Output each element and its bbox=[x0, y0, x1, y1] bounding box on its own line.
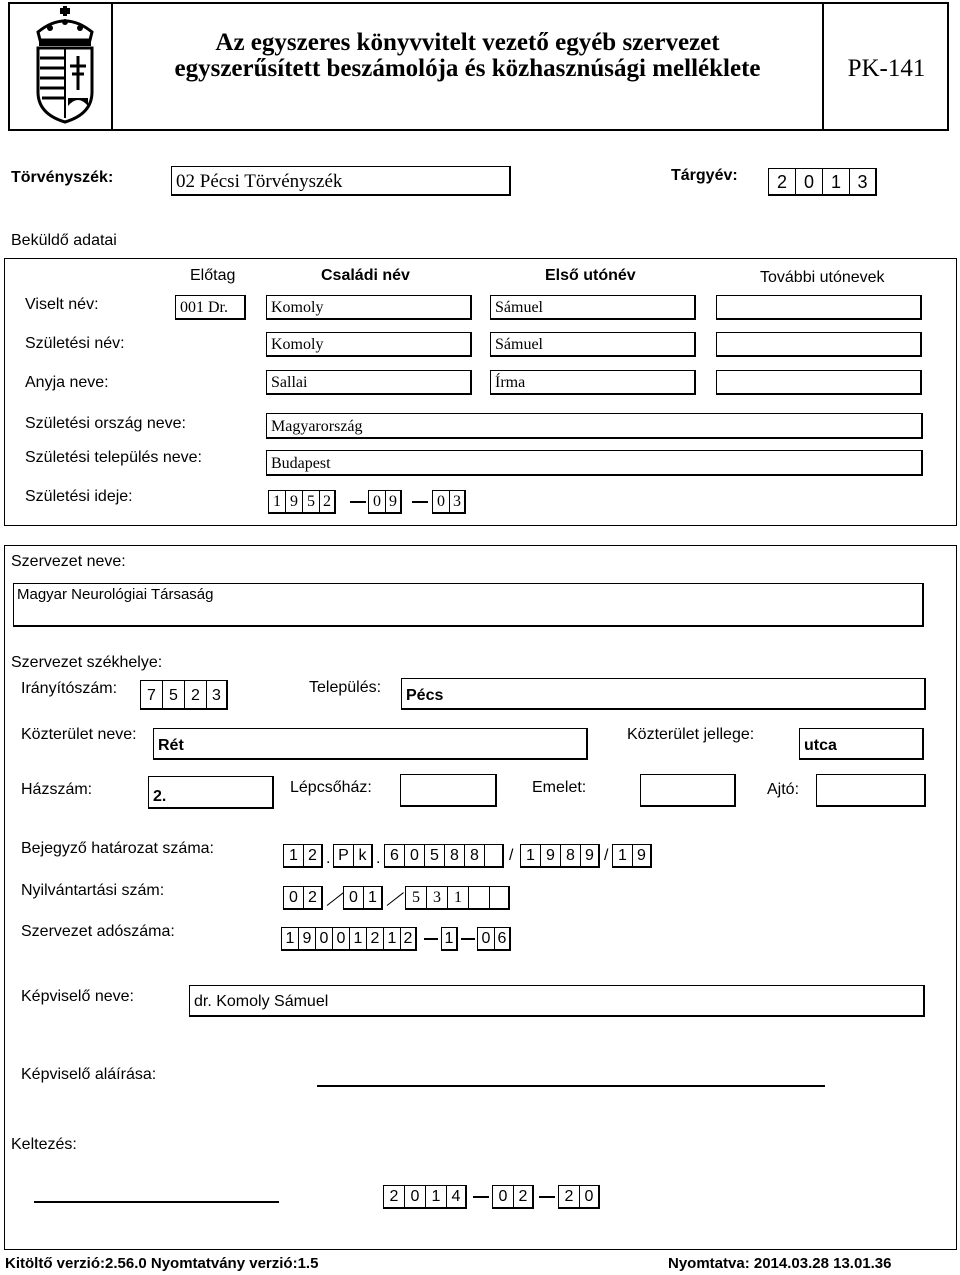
street-label: Közterület neve: bbox=[21, 726, 137, 743]
digit-cell: 1 bbox=[441, 927, 458, 951]
footer-printed: Nyomtatva: 2014.03.28 13.01.36 bbox=[668, 1255, 892, 1272]
year-digit: 1 bbox=[822, 168, 849, 196]
digit-cell: 5 bbox=[424, 844, 444, 868]
year-field[interactable] bbox=[768, 168, 877, 196]
digit-cell: 2 bbox=[303, 844, 323, 868]
digit-cell: 7 bbox=[140, 680, 162, 710]
footer-versions: Kitöltő verzió:2.56.0 Nyomtatvány verzió:1.5 bbox=[5, 1255, 319, 1272]
decision-part-d[interactable] bbox=[520, 844, 600, 868]
decision-dot: . bbox=[326, 850, 331, 867]
dating-day-field[interactable] bbox=[558, 1185, 600, 1209]
street-type-label: Közterület jellege: bbox=[627, 726, 755, 743]
record-part-c[interactable] bbox=[405, 886, 510, 910]
tax-part-c[interactable] bbox=[477, 927, 511, 951]
birth-day-field[interactable] bbox=[432, 490, 466, 514]
sender-section-label: Beküldő adatai bbox=[11, 232, 117, 249]
digit-cell: 1 bbox=[363, 886, 383, 910]
col-more-header: További utónevek bbox=[760, 269, 885, 286]
court-field[interactable]: 02 Pécsi Törvényszék bbox=[171, 166, 511, 196]
decision-dot: . bbox=[376, 850, 381, 867]
decision-part-b[interactable] bbox=[333, 844, 373, 868]
digit-cell: 5 bbox=[162, 680, 184, 710]
birth-year-field[interactable] bbox=[268, 490, 336, 514]
representative-signature-label: Képviselő aláírása: bbox=[21, 1066, 157, 1083]
digit-cell: 1 bbox=[383, 927, 400, 951]
col-family-header: Családi név bbox=[321, 267, 410, 284]
worn-name-label: Viselt név: bbox=[25, 296, 99, 313]
hungarian-coat-of-arms-icon bbox=[30, 6, 100, 129]
digit-cell: 1 bbox=[283, 844, 303, 868]
dating-year-field[interactable] bbox=[383, 1185, 467, 1209]
birth-more-field[interactable] bbox=[716, 332, 922, 357]
decision-slash: / bbox=[509, 847, 514, 864]
digit-cell: 2 bbox=[558, 1185, 579, 1209]
birth-city-label: Születési település neve: bbox=[25, 449, 202, 466]
floor-field[interactable] bbox=[640, 774, 736, 807]
tax-separator bbox=[424, 938, 438, 940]
digit-cell: 6 bbox=[384, 844, 404, 868]
digit-cell: 2 bbox=[184, 680, 206, 710]
letter-cell: P bbox=[333, 844, 353, 868]
birth-first-field[interactable]: Sámuel bbox=[490, 332, 696, 357]
mother-name-label: Anyja neve: bbox=[25, 374, 109, 391]
tax-part-b[interactable] bbox=[441, 927, 458, 951]
digit-cell: 8 bbox=[444, 844, 464, 868]
street-field[interactable]: Rét bbox=[153, 728, 588, 760]
record-part-a[interactable] bbox=[283, 886, 323, 910]
decision-number-label: Bejegyző határozat száma: bbox=[21, 840, 214, 857]
representative-name-field[interactable]: dr. Komoly Sámuel bbox=[189, 985, 925, 1017]
dating-label: Keltezés: bbox=[11, 1136, 77, 1153]
dating-month-field[interactable] bbox=[492, 1185, 534, 1209]
col-first-header: Első utónév bbox=[545, 267, 636, 284]
year-label: Tárgyév: bbox=[671, 167, 738, 184]
digit-cell: 1 bbox=[281, 927, 298, 951]
birth-country-label: Születési ország neve: bbox=[25, 415, 186, 432]
floor-label: Emelet: bbox=[532, 779, 587, 796]
digit-cell: 0 bbox=[492, 1185, 513, 1209]
digit-cell: 9 bbox=[580, 844, 600, 868]
court-label: Törvényszék: bbox=[11, 169, 114, 186]
digit-cell: 9 bbox=[285, 490, 302, 514]
digit-cell: 1 bbox=[425, 1185, 446, 1209]
name-prefix-field[interactable]: 001 Dr. bbox=[175, 295, 246, 320]
digit-cell: 9 bbox=[632, 844, 652, 868]
digit-cell: 1 bbox=[447, 886, 468, 910]
digit-cell: 0 bbox=[404, 844, 424, 868]
zip-field[interactable] bbox=[140, 680, 228, 710]
tax-part-a[interactable] bbox=[281, 927, 417, 951]
org-name-label: Szervezet neve: bbox=[11, 553, 126, 570]
birth-month-field[interactable] bbox=[368, 490, 402, 514]
digit-cell: 8 bbox=[464, 844, 484, 868]
signature-line[interactable] bbox=[317, 1085, 825, 1087]
house-number-field[interactable]: 2. bbox=[148, 776, 274, 809]
birth-name-label: Születési név: bbox=[25, 335, 125, 352]
date-separator bbox=[350, 501, 366, 503]
year-digit: 3 bbox=[849, 168, 877, 196]
digit-cell: 3 bbox=[449, 490, 466, 514]
digit-cell bbox=[468, 886, 489, 910]
digit-cell: 0 bbox=[332, 927, 349, 951]
digit-cell: 2 bbox=[319, 490, 336, 514]
name-first-field[interactable]: Sámuel bbox=[490, 295, 696, 320]
mother-family-field[interactable]: Sallai bbox=[266, 370, 472, 395]
record-number-label: Nyilvántartási szám: bbox=[21, 882, 165, 899]
digit-cell bbox=[489, 886, 510, 910]
digit-cell: 0 bbox=[579, 1185, 600, 1209]
zip-label: Irányítószám: bbox=[21, 680, 118, 697]
birth-city-field[interactable]: Budapest bbox=[266, 450, 923, 476]
city-label: Település: bbox=[309, 679, 382, 696]
birth-family-field[interactable]: Komoly bbox=[266, 332, 472, 357]
form-code: PK-141 bbox=[847, 55, 926, 82]
digit-cell: 0 bbox=[283, 886, 303, 910]
date-separator bbox=[473, 1196, 489, 1198]
digit-cell: 0 bbox=[432, 490, 449, 514]
col-prefix-header: Előtag bbox=[190, 267, 236, 284]
door-label: Ajtó: bbox=[767, 781, 800, 798]
name-more-field[interactable] bbox=[716, 295, 922, 320]
birth-country-field[interactable]: Magyarország bbox=[266, 413, 923, 439]
digit-cell: 0 bbox=[404, 1185, 425, 1209]
door-field[interactable] bbox=[816, 774, 926, 807]
house-number-label: Házszám: bbox=[21, 781, 93, 798]
digit-cell: 1 bbox=[349, 927, 366, 951]
digit-cell: 0 bbox=[368, 490, 385, 514]
mother-first-field[interactable]: Írma bbox=[490, 370, 696, 395]
digit-cell: 2 bbox=[303, 886, 323, 910]
tax-separator bbox=[461, 938, 475, 940]
letter-cell: k bbox=[353, 844, 373, 868]
digit-cell: 1 bbox=[520, 844, 540, 868]
digit-cell: 5 bbox=[302, 490, 319, 514]
decision-part-a[interactable] bbox=[283, 844, 323, 868]
digit-cell: 0 bbox=[477, 927, 494, 951]
digit-cell: 6 bbox=[494, 927, 511, 951]
form-title-line2: egyszerűsített beszámolója és közhasznúsági melléklete bbox=[174, 55, 761, 82]
birth-date-label: Születési ideje: bbox=[25, 488, 133, 505]
digit-cell: 2 bbox=[383, 1185, 404, 1209]
year-digit: 2 bbox=[768, 168, 795, 196]
org-name-field[interactable]: Magyar Neurológiai Társaság bbox=[13, 583, 924, 627]
digit-cell: 3 bbox=[206, 680, 228, 710]
mother-more-field[interactable] bbox=[716, 370, 922, 395]
digit-cell: 2 bbox=[513, 1185, 534, 1209]
digit-cell: 2 bbox=[366, 927, 383, 951]
decision-part-c[interactable] bbox=[384, 844, 504, 868]
digit-cell: 5 bbox=[405, 886, 426, 910]
digit-cell: 9 bbox=[385, 490, 402, 514]
digit-cell: 9 bbox=[298, 927, 315, 951]
digit-cell: 1 bbox=[268, 490, 285, 514]
digit-cell: 4 bbox=[446, 1185, 467, 1209]
decision-slash: / bbox=[604, 847, 609, 864]
digit-cell: 1 bbox=[612, 844, 632, 868]
form-title-line1: Az egyszeres könyvvitelt vezető egyéb szervezet bbox=[215, 29, 720, 56]
date-separator bbox=[412, 501, 428, 503]
tax-number-label: Szervezet adószáma: bbox=[21, 923, 175, 940]
year-digit: 0 bbox=[795, 168, 822, 196]
record-part-b[interactable] bbox=[343, 886, 383, 910]
digit-cell: 8 bbox=[560, 844, 580, 868]
digit-cell: 0 bbox=[343, 886, 363, 910]
digit-cell: 0 bbox=[315, 927, 332, 951]
digit-cell: 2 bbox=[400, 927, 417, 951]
decision-part-e[interactable] bbox=[612, 844, 652, 868]
org-seat-label: Szervezet székhelye: bbox=[11, 654, 163, 671]
staircase-field[interactable] bbox=[400, 774, 497, 807]
digit-cell: 3 bbox=[426, 886, 447, 910]
street-type-field[interactable]: utca bbox=[799, 728, 924, 760]
city-field[interactable]: Pécs bbox=[401, 678, 926, 710]
date-separator bbox=[539, 1196, 555, 1198]
name-family-field[interactable]: Komoly bbox=[266, 295, 472, 320]
representative-name-label: Képviselő neve: bbox=[21, 988, 134, 1005]
place-line[interactable] bbox=[34, 1201, 279, 1203]
digit-cell: 9 bbox=[540, 844, 560, 868]
staircase-label: Lépcsőház: bbox=[290, 779, 372, 796]
digit-cell bbox=[484, 844, 504, 868]
